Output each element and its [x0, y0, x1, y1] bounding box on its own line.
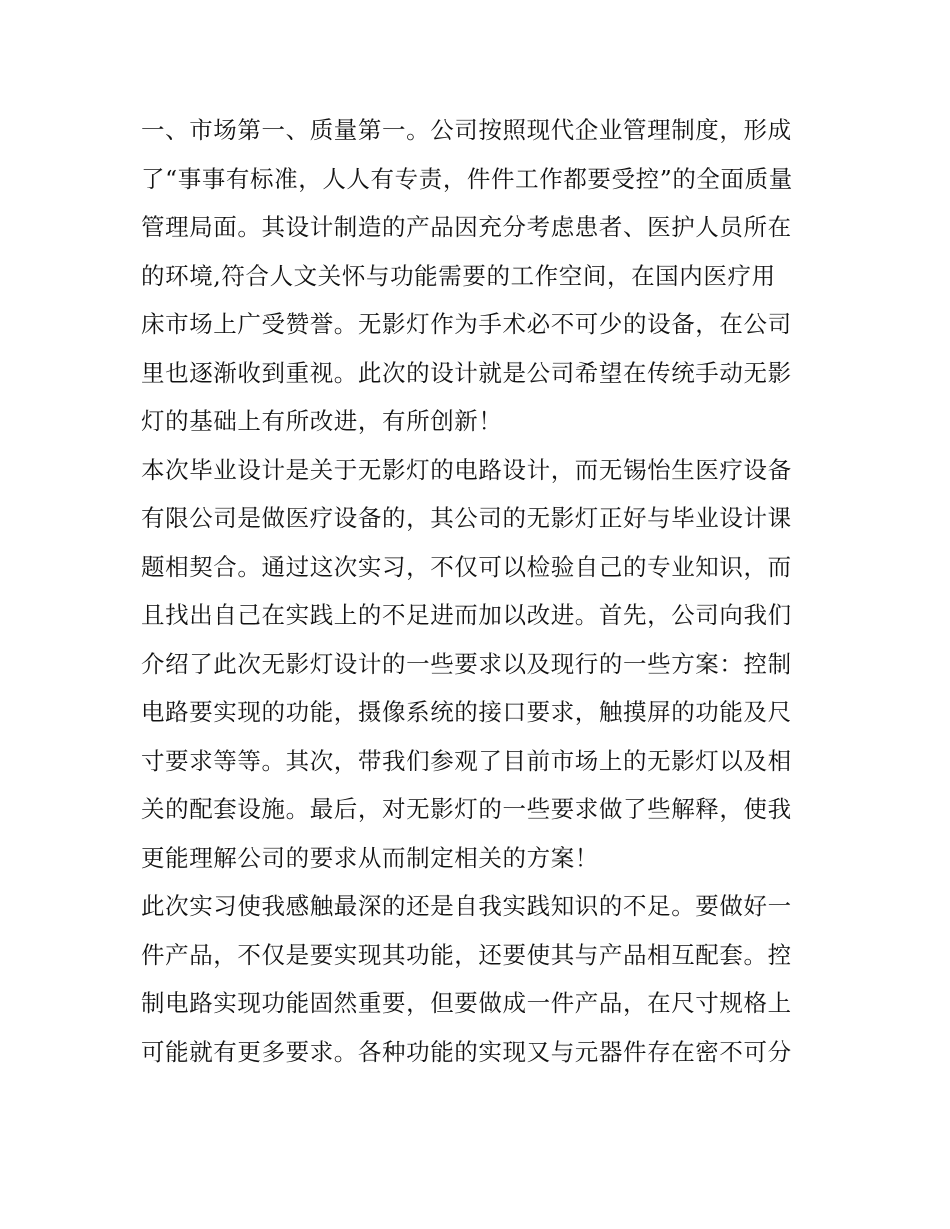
text-line: 了“事事有标准，人人有专责，件件工作都要受控”的全面质量	[141, 164, 793, 193]
text-line: 介绍了此次无影灯设计的一些要求以及现行的一些方案：控制	[141, 649, 792, 678]
text-line: 更能理解公司的要求从而制定相关的方案！	[141, 843, 599, 872]
text-line: 件产品，不仅是要实现其功能，还要使其与产品相互配套。控	[141, 940, 792, 969]
text-line: 寸要求等等。其次，带我们参观了目前市场上的无影灯以及相	[141, 746, 792, 775]
body-text	[141, 106, 821, 1076]
text-line: 此次实习使我感触最深的还是自我实践知识的不足。要做好一	[141, 892, 792, 920]
text-line: 制电路实现功能固然重要，但要做成一件产品，在尺寸规格上	[141, 989, 792, 1017]
text-line: 电路要实现的功能，摄像系统的接口要求，触摸屏的功能及尺	[141, 698, 792, 726]
text-line: 关的配套设施。最后，对无影灯的一些要求做了些解释，使我	[141, 795, 792, 823]
text-line: 床市场上广受赞誉。无影灯作为手术必不可少的设备，在公司	[141, 310, 792, 338]
text-line: 一、市场第一、质量第一。公司按照现代企业管理制度，形成	[141, 116, 792, 144]
text-line: 的环境,符合人文关怀与功能需要的工作空间，在国内医疗用	[141, 261, 776, 290]
text-line: 可能就有更多要求。各种功能的实现又与元器件存在密不可分	[141, 1037, 792, 1066]
text-line: 灯的基础上有所改进，有所创新！	[141, 407, 503, 435]
text-line: 题相契合。通过这次实习，不仅可以检验自己的专业知识，而	[141, 552, 792, 581]
text-line: 有限公司是做医疗设备的，其公司的无影灯正好与毕业设计课	[141, 504, 792, 532]
text-line: 且找出自己在实践上的不足进而加以改进。首先，公司向我们	[141, 601, 792, 629]
text-line: 管理局面。其设计制造的产品因充分考虑患者、医护人员所在	[141, 213, 792, 241]
text-line: 本次毕业设计是关于无影灯的电路设计，而无锡怡生医疗设备	[141, 455, 792, 484]
text-line: 里也逐渐收到重视。此次的设计就是公司希望在传统手动无影	[141, 358, 792, 387]
